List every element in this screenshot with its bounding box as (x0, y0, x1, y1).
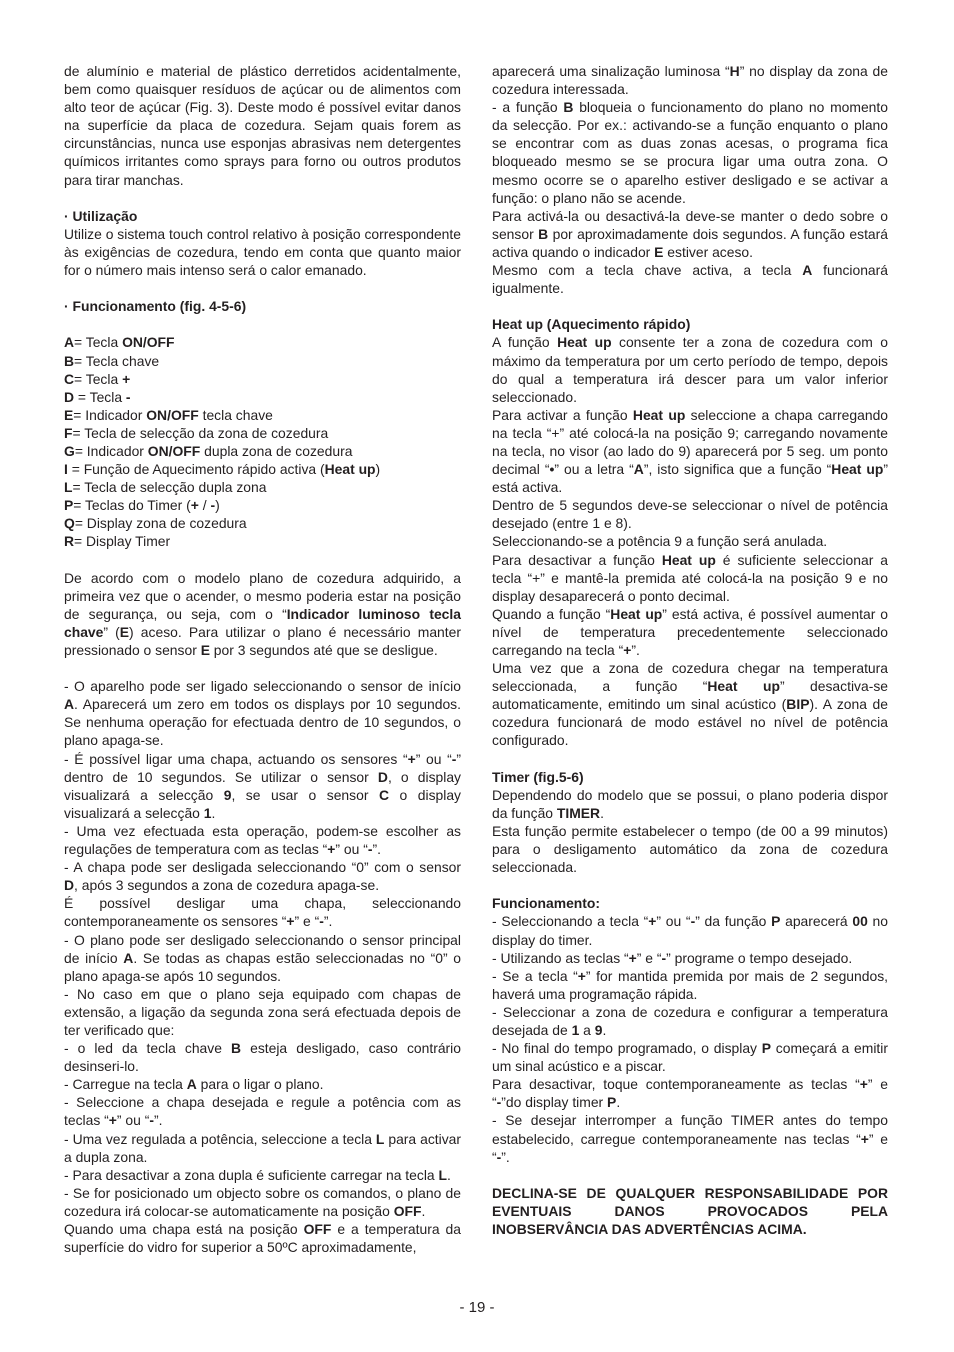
paragraph: - Se desejar interromper a função TIMER antes do tempo estabelecido, carregue contemporaneamente nas teclas “+” e “-”. (492, 1112, 889, 1165)
paragraph-spacer (64, 279, 461, 297)
paragraph: Para activar a função Heat up seleccione a chapa carregando na tecla “+” até colocá-la na posição 9; carregando novamente na tecla, no visor (ao lado do 9) aparecerá por 5 seg. um ponto decimal “•” ou a letra “A”, isto significa que a função “Heat up” está activa. (492, 406, 889, 496)
paragraph: R= Display Timer (64, 533, 171, 550)
paragraph: P= Teclas do Timer (+ / -) (64, 497, 220, 514)
paragraph: de alumínio e material de plástico derretidos acidentalmente, bem como quaisquer resíduos de açúcar ou de alimentos com alto teor de açúcar (Fig. 3). Deste modo é possível evitar danos na superfície da placa de cozedura. Sejam quais forem as circunstâncias, nunca use esponjas abrasivas nem detergentes químicos irritantes como sprays para forno ou outros produtos para tirar manchas. (64, 63, 461, 188)
paragraph: I = Função de Aquecimento rápido activa (Heat up) (64, 461, 381, 478)
paragraph: - No caso em que o plano seja equipado com chapas de extensão, a ligação da segunda zona será efectuada depois de ter verificado que: (64, 985, 461, 1038)
right-column (492, 62, 888, 1238)
paragraph: Mesmo com a tecla chave activa, a tecla A funcionará igualmente. (492, 262, 889, 297)
paragraph: - A chapa pode ser desligada seleccionando “0” com o sensor D, após 3 segundos a zona de cozedura apaga-se. (64, 859, 461, 894)
paragraph: G= Indicador ON/OFF dupla zona de cozedura (64, 442, 353, 459)
paragraph: - Se for posicionado um objecto sobre os comandos, o plano de cozedura irá colocar-se automaticamente na posição OFF. (64, 1184, 461, 1219)
paragraph-spacer (492, 750, 888, 768)
paragraph: C= Tecla + (64, 370, 131, 387)
paragraph-spacer (64, 659, 461, 677)
paragraph: A= Tecla ON/OFF (64, 334, 175, 351)
paragraph: Para desactivar, toque contemporaneamente as teclas “+” e “-”do display timer P. (492, 1076, 888, 1111)
paragraph-spacer (64, 189, 461, 207)
paragraph: - o led da tecla chave B esteja desligado, caso contrário desinseri-lo. (64, 1040, 461, 1075)
paragraph: Dentro de 5 segundos deve-se seleccionar o nível de potência desejado (entre 1 e 8). (492, 497, 888, 532)
paragraph: Para desactivar a função Heat up é suficiente seleccionar a tecla “+” e mantê-la premida até colocá-la na posição 9 e no display desaparecerá o ponto decimal. (492, 551, 888, 604)
paragraph: - Se a tecla “+” for mantida premida por mais de 2 segundos, haverá uma programação rápida. (492, 967, 888, 1002)
paragraph-spacer (492, 297, 888, 315)
paragraph: F= Tecla de selecção da zona de cozedura (64, 424, 329, 441)
page-number: - 19 - (459, 1299, 495, 1316)
paragraph: B= Tecla chave (64, 352, 160, 369)
paragraph: É possível desligar uma chapa, seleccionando contemporaneamente os sensores “+” e “-”. (64, 895, 461, 930)
paragraph: - Seleccionando a tecla “+” ou “-” da função P aparecerá 00 no display do timer. (492, 913, 888, 948)
paragraph: A função Heat up consente ter a zona de cozedura com o máximo da temperatura por um certo período de tempo, depois do qual a temperatura irá descer para um valor inferior seleccionado. (492, 334, 888, 405)
paragraph: Funcionamento: (492, 895, 601, 912)
paragraph-spacer (492, 1166, 888, 1184)
paragraph: · Utilização (64, 207, 138, 224)
paragraph: - Carregue na tecla A para o ligar o plano. (64, 1076, 324, 1093)
paragraph: - Utilizando as teclas “+” e “-” programe o tempo desejado. (492, 949, 853, 966)
paragraph: D = Tecla - (64, 388, 131, 405)
paragraph: DECLINA-SE DE QUALQUER RESPONSABILIDADE POR EVENTUAIS DANOS PROVOCADOS PELA INOBSERVÂNCIA DAS ADVERTÊNCIAS ACIMA. (492, 1184, 888, 1237)
paragraph: - O plano pode ser desligado seleccionando o sensor principal de início A. Se todas as chapas estão seleccionadas no “0” o plano apaga-se após 10 segundos. (64, 931, 461, 984)
paragraph: Quando a função “Heat up” está activa, é possível aumentar o nível de temperatura precedentemente seleccionado carregando na tecla “+”. (492, 605, 888, 658)
paragraph: · Funcionamento (fig. 4-5-6) (64, 298, 247, 315)
paragraph: Uma vez que a zona de cozedura chegar na temperatura seleccionada, a função “Heat up” desactiva-se automaticamente, emitindo um sinal acústico (BIP). A zona de cozedura funcionará de modo estável no nível de potência configurado. (492, 660, 889, 749)
paragraph: Esta função permite estabelecer o tempo (de 00 a 99 minutos) para o desligamento automático da zona de cozedura seleccionada. (492, 822, 888, 876)
paragraph: - a função B bloqueia o funcionamento do plano no momento da selecção. Por ex.: activando-se a função enquanto o plano se encontrar com as duas zonas acesas, o programa fica bloqueado mesmo se se procura ligar uma outra zona. O mesmo ocorre se o aparelho estiver desligado e se activar a função: o plano não se acende. (492, 99, 888, 206)
paragraph: Para activá-la ou desactivá-la deve-se manter o dedo sobre o sensor B por aproximadamente dois segundos. A função estará activa quando o indicador E estiver aceso. (492, 207, 888, 260)
paragraph: - No final do tempo programado, o display P começará a emitir um sinal acústico e a piscar. (492, 1040, 888, 1075)
paragraph: Heat up (Aquecimento rápido) (492, 316, 691, 333)
paragraph: De acordo com o modelo plano de cozedura adquirido, a primeira vez que o acender, o mesmo poderia estar na posição de segurança, ou seja, com o “Indicador luminoso tecla chave” (E) aceso. Para utilizar o plano é necessário manter pressionado o sensor E por 3 segundos até que se desligue. (64, 569, 461, 658)
paragraph-spacer (492, 876, 888, 894)
left-column (64, 62, 461, 1256)
paragraph: Q= Display zona de cozedura (64, 515, 247, 532)
paragraph: L= Tecla de selecção dupla zona (64, 479, 267, 496)
paragraph: - Uma vez regulada a potência, seleccione a tecla L para activar a dupla zona. (64, 1130, 462, 1165)
paragraph: Seleccionando-se a potência 9 a função será anulada. (492, 533, 828, 550)
paragraph: Timer (fig.5-6) (492, 768, 584, 785)
paragraph-spacer (64, 315, 461, 333)
paragraph: aparecerá uma sinalização luminosa “H” no display da zona de cozedura interessada. (492, 63, 888, 98)
paragraph: E= Indicador ON/OFF tecla chave (64, 406, 273, 423)
paragraph: Quando uma chapa está na posição OFF e a temperatura da superfície do vidro for superior a 50ºC aproximadamente, (64, 1221, 461, 1256)
paragraph: - Para desactivar a zona dupla é suficiente carregar na tecla L. (64, 1166, 451, 1183)
paragraph: - Seleccione a chapa desejada e regule a potência com as teclas “+” ou “-”. (64, 1094, 461, 1129)
paragraph: - Uma vez efectuada esta operação, podem-se escolher as regulações de temperatura com as teclas “+” ou “-”. (64, 822, 461, 858)
paragraph: Utilize o sistema touch control relativo à posição correspondente às exigências de cozedura, tendo em conta que quanto maior for o número mais intenso será o calor emanado. (64, 225, 461, 279)
paragraph: - O aparelho pode ser ligado seleccionando o sensor de início A. Aparecerá um zero em todos os displays por 10 segundos. Se nenhuma operação for efectuada dentro de 10 segundos, o plano apaga-se. (64, 678, 461, 749)
paragraph: Dependendo do modelo que se possui, o plano poderia dispor da função TIMER. (492, 786, 888, 821)
paragraph: - É possível ligar uma chapa, actuando os sensores “+” ou “-” dentro de 10 segundos. Se utilizar o sensor D, o display visualizará a selecção 9, se usar o sensor C o display visualizará a selecção 1. (64, 750, 462, 821)
paragraph: - Seleccionar a zona de cozedura e configurar a temperatura desejada de 1 a 9. (492, 1003, 888, 1038)
paragraph-spacer (64, 551, 461, 569)
